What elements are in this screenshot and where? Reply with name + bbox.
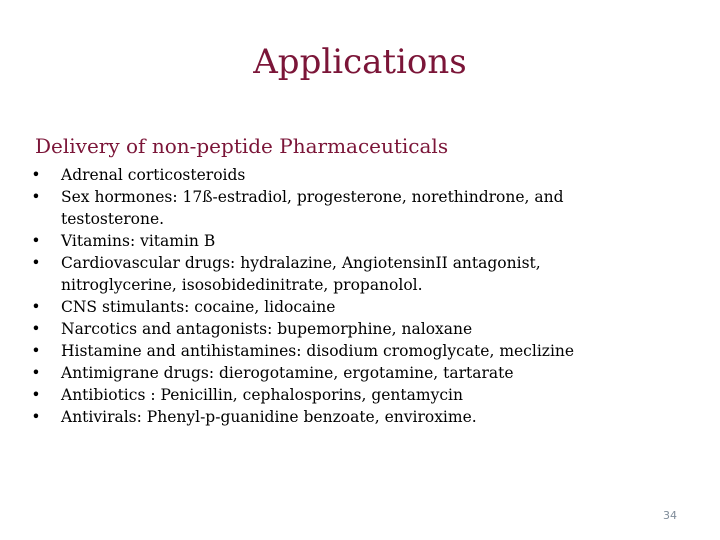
slide-title: Applications [253,42,467,82]
bullet-icon: • [31,364,41,382]
list-item [30,406,630,428]
list-item [30,384,630,406]
list-item [30,362,630,384]
bullet-icon: • [31,232,41,250]
list-item [30,296,630,318]
list-item [30,186,630,230]
list-item [30,318,630,340]
bullet-icon: • [31,188,41,206]
list-item-text: Vitamins: vitamin B [61,232,216,250]
list-item-text: Adrenal corticosteroids [61,166,246,184]
list-item-text: Cardiovascular drugs: hydralazine, AngiotensinII antagonist, nitroglycerine, isosobidedinitrate, propanolol. [61,254,541,294]
slide-subtitle: Delivery of non-peptide Pharmaceuticals [35,134,449,158]
list-item-text: Sex hormones: 17ß-estradiol, progesterone, norethindrone, and testosterone. [61,188,564,228]
bullet-icon: • [31,166,41,184]
list-item-text: CNS stimulants: cocaine, lidocaine [61,298,336,316]
bullet-list [30,164,630,428]
bullet-icon: • [31,408,41,426]
bullet-icon: • [31,298,41,316]
bullet-icon: • [31,386,41,404]
list-item [30,340,630,362]
list-item-text: Antimigrane drugs: dierogotamine, ergotamine, tartarate [61,364,514,382]
list-item [30,230,630,252]
bullet-icon: • [31,254,41,272]
list-item-text: Histamine and antihistamines: disodium cromoglycate, meclizine [61,342,575,360]
list-item-text: Antivirals: Phenyl-p-guanidine benzoate, enviroxime. [61,408,477,426]
list-item-text: Narcotics and antagonists: bupemorphine, naloxane [61,320,473,338]
bullet-icon: • [31,342,41,360]
page-number: 34 [663,509,677,522]
list-item [30,164,630,186]
list-item-text: Antibiotics : Penicillin, cephalosporins, gentamycin [61,386,463,404]
list-item [30,252,630,296]
bullet-icon: • [31,320,41,338]
